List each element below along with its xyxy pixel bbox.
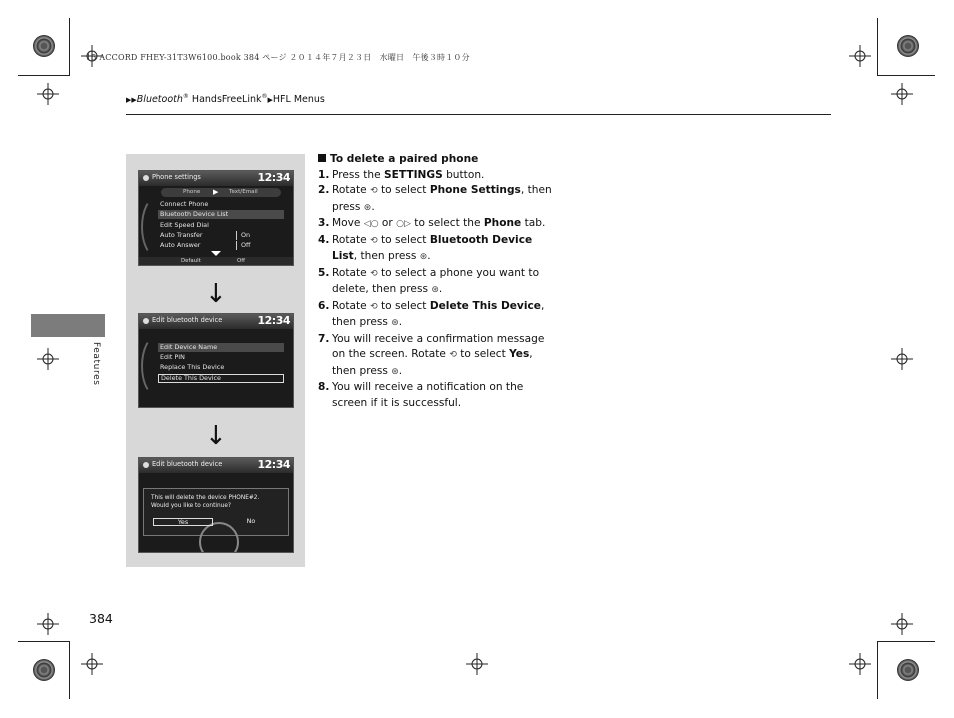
crop-line (18, 641, 70, 642)
interface-dial-press-icon: ⊛ (431, 285, 439, 295)
step-text: to select (377, 184, 430, 196)
step-text: , then press (353, 250, 420, 262)
crosshair-icon (81, 653, 103, 675)
instruction-heading: To delete a paired phone (318, 152, 558, 168)
list-item: Connect Phone (160, 200, 209, 208)
crosshair-icon (849, 653, 871, 675)
crosshair-icon (891, 348, 913, 370)
section-tab (31, 314, 105, 337)
confirm-message (151, 495, 259, 510)
bottom-default: Default (181, 258, 201, 264)
step-text: to select (377, 299, 430, 312)
phone-tab-bar (161, 188, 281, 197)
square-bullet-icon (318, 154, 326, 162)
interface-dial-press-icon: ⊛ (363, 202, 372, 213)
step-number: 8. (318, 381, 330, 393)
screen-title: Phone settings (152, 173, 201, 181)
step-emphasis: Phone (483, 217, 522, 229)
list-item: Bluetooth Device List (158, 210, 284, 219)
interface-dial-press-icon: ⊛ (391, 366, 399, 377)
tab-text-email: Text/Email (229, 189, 258, 195)
step-text: to select the (410, 217, 484, 229)
registration-disc-icon (33, 35, 55, 57)
crosshair-icon (37, 348, 59, 370)
step-text: . (398, 364, 403, 377)
step-emphasis: SETTINGS (384, 168, 443, 181)
tab-phone: Phone (183, 189, 201, 195)
interface-dial-press-icon: ⊛ (391, 318, 399, 328)
step-text: tab. (521, 217, 546, 229)
step-emphasis: Bluetooth Device List (332, 233, 533, 262)
instruction-list (318, 152, 558, 411)
step-text: , then press (332, 299, 545, 328)
step-text: or (378, 217, 397, 229)
crosshair-icon (37, 613, 59, 635)
menu-dot-icon (143, 318, 149, 324)
step-text: , then press (332, 184, 552, 213)
step-number: 3. (318, 217, 330, 229)
step-text: button. (442, 168, 485, 181)
instruction-step (318, 233, 558, 266)
page-number: 384 (89, 611, 113, 626)
interface-dial-rotate-icon: ⟲ (370, 235, 378, 246)
file-header: 15 ACCORD FHEY-31T3W6100.book 384 ページ ２０１４年７月２３日 水曜日 午後３時１０分 (86, 53, 470, 62)
step-text: Rotate (332, 266, 371, 279)
interface-dial-rotate-icon: ⟲ (370, 186, 378, 196)
screen-bottom-bar (139, 257, 293, 265)
menu-dot-icon (143, 175, 149, 181)
step-emphasis: Delete This Device (429, 299, 541, 312)
list-item: Replace This Device (160, 363, 225, 371)
crosshair-icon (849, 45, 871, 67)
screen-title: Edit bluetooth device (152, 316, 223, 324)
menu-dot-icon (143, 462, 149, 468)
step-text: . (427, 250, 431, 262)
yes-option: Yes (153, 518, 213, 526)
step-text: , then press (332, 348, 533, 377)
step-number: 6. (318, 299, 330, 312)
list-item-selected: Delete This Device (158, 374, 284, 383)
step-text: You will receive a notification on the screen if it is successful. (332, 381, 524, 409)
crop-line (18, 75, 70, 76)
step-text: . (438, 283, 443, 295)
crop-line (877, 641, 935, 642)
breadcrumb-handsfreelink: HandsFreeLink (188, 94, 262, 106)
crosshair-icon (891, 83, 913, 105)
edit-device-screen (138, 313, 294, 408)
delete-confirm-screen (138, 457, 294, 553)
step-text: . (398, 316, 403, 328)
header-rule (126, 114, 831, 115)
instruction-step (318, 299, 558, 332)
down-arrow-icon: ↓ (205, 421, 227, 451)
section-label: Features (91, 342, 101, 386)
list-item: Auto Transfer On (160, 231, 251, 239)
step-text: . (371, 200, 375, 213)
registration-disc-icon (897, 659, 919, 681)
phone-settings-screen (138, 170, 294, 266)
step-text: Rotate (332, 299, 371, 312)
no-option: No (246, 517, 256, 525)
screen-title-bar (139, 458, 293, 473)
breadcrumb-arrow: ▶▶ (126, 96, 137, 105)
step-text: You will receive a confirmation message on the screen. Rotate (332, 332, 545, 360)
step-text: Rotate (332, 184, 371, 196)
registered-mark: ® (182, 93, 189, 100)
step-text: to select a phone you want to delete, then press (332, 266, 540, 295)
crop-line (69, 18, 70, 76)
step-number: 4. (318, 233, 330, 246)
interface-dial-right-icon: ○▷ (396, 219, 411, 229)
step-emphasis: Phone Settings (429, 184, 521, 196)
step-number: 5. (318, 266, 330, 279)
scroll-down-icon (211, 251, 221, 256)
interface-dial-left-icon: ◁○ (363, 219, 379, 229)
screen-clock: 12:34 (257, 171, 290, 184)
instruction-step (318, 216, 558, 233)
crop-line (877, 641, 878, 699)
screen-title: Edit bluetooth device (152, 460, 223, 468)
instruction-step (318, 266, 558, 299)
list-item: Auto Answer Off (160, 241, 251, 249)
message-line: This will delete the device PHONE#2. (151, 495, 260, 501)
crosshair-icon (891, 613, 913, 635)
list-item: Edit Speed Dial (160, 221, 209, 229)
interface-dial-rotate-icon: ⟲ (449, 350, 457, 360)
step-text: Rotate (332, 233, 371, 246)
screen-title-bar (139, 314, 293, 329)
registered-mark: ® (261, 93, 268, 100)
registration-disc-icon (897, 35, 919, 57)
step-text: Move (332, 217, 364, 229)
crop-line (69, 641, 70, 699)
crop-line (877, 18, 878, 76)
crosshair-icon (466, 653, 488, 675)
step-text: to select (456, 348, 510, 360)
instruction-step (318, 332, 558, 381)
interface-dial-press-icon: ⊛ (419, 252, 428, 262)
interface-dial-rotate-icon: ⟲ (370, 301, 378, 312)
breadcrumb-hfl-menus: HFL Menus (272, 94, 325, 106)
tab-arrow-icon: ▶ (213, 188, 219, 196)
screen-title-bar (139, 171, 293, 186)
bottom-off: Off (237, 258, 245, 264)
instruction-step (318, 380, 558, 411)
step-number: 2. (318, 184, 330, 196)
crop-line (877, 75, 935, 76)
step-number: 1. (318, 168, 330, 181)
crosshair-icon (37, 83, 59, 105)
screen-clock: 12:34 (257, 458, 290, 471)
list-item: Edit PIN (160, 353, 185, 361)
breadcrumb-bluetooth: Bluetooth (136, 94, 183, 106)
breadcrumb (126, 93, 325, 105)
step-number: 7. (318, 332, 330, 345)
step-text: Press the (332, 168, 385, 181)
instruction-step (318, 168, 558, 184)
list-item: Edit Device Name (158, 343, 284, 352)
down-arrow-icon: ↓ (205, 279, 227, 309)
interface-dial-rotate-icon: ⟲ (370, 268, 378, 279)
screen-clock: 12:34 (257, 314, 290, 327)
breadcrumb-arrow: ▶ (267, 96, 273, 105)
message-line: Would you like to continue? (151, 502, 231, 509)
registration-disc-icon (33, 659, 55, 681)
step-text: to select (377, 233, 430, 246)
step-emphasis: Yes (509, 348, 530, 360)
instruction-step (318, 183, 558, 216)
